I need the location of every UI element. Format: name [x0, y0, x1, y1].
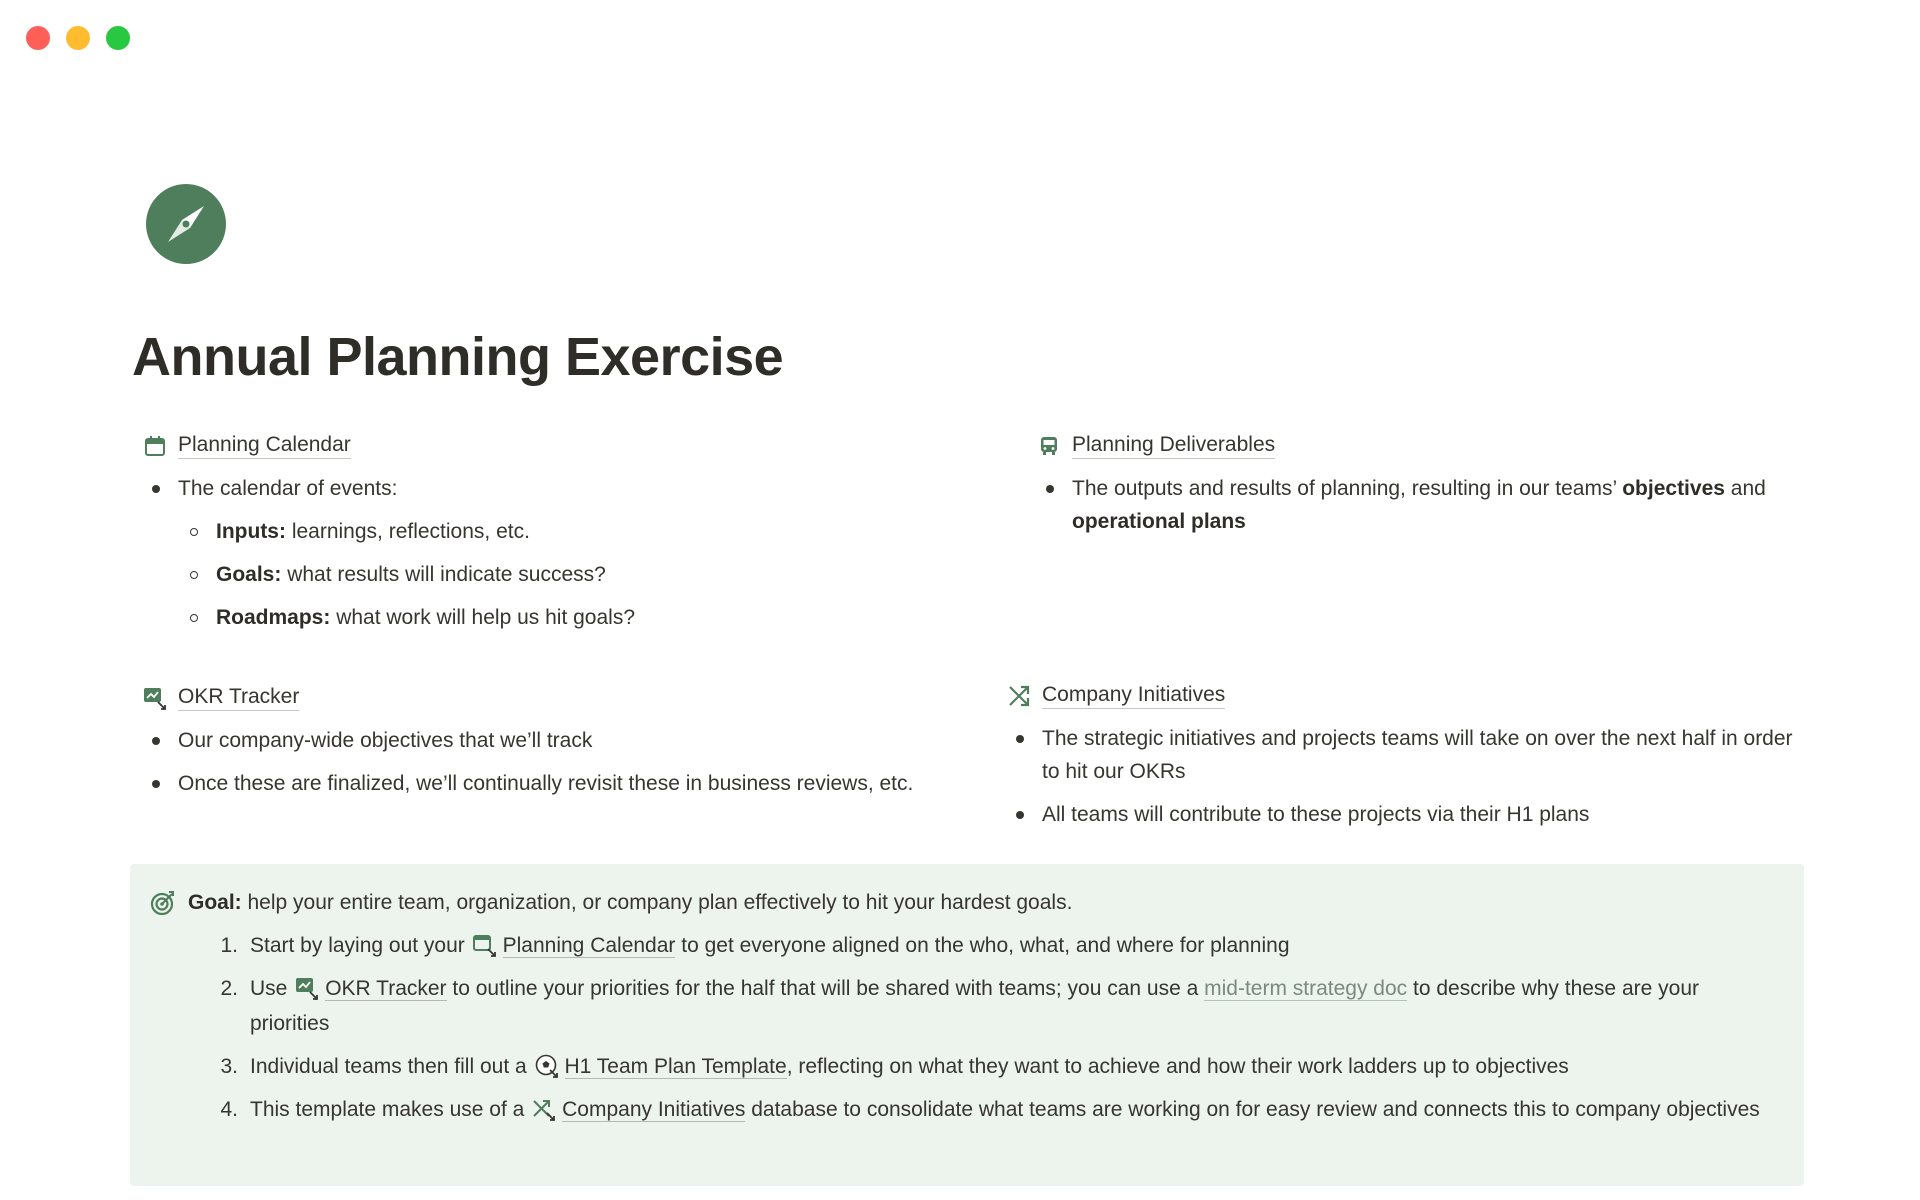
compass-icon[interactable]: [146, 184, 226, 264]
chart-trend-icon: [142, 685, 168, 711]
page-title: Annual Planning Exercise: [132, 327, 784, 387]
calendar-icon: [142, 433, 168, 459]
step-item: 1. Start by laying out your Planning Calendar to get everyone aligned on the who, what, and where for planning: [220, 934, 1290, 957]
callout-heading: [150, 886, 1784, 920]
step-item: 3. Individual teams then fill out a H1 Team Plan Template, reflecting on what they want to achieve and how their work ladders up to objectives: [220, 1055, 1569, 1078]
okr-tracker-inline-link[interactable]: OKR Tracker: [325, 977, 447, 1000]
soccer-ball-icon: [535, 1054, 561, 1080]
h1-team-plan-template-link[interactable]: H1 Team Plan Template: [564, 1055, 787, 1078]
maximize-window-button[interactable]: [106, 26, 130, 50]
strategy-doc-link[interactable]: mid-term strategy doc: [1204, 977, 1408, 1000]
okr-tracker-link-row[interactable]: [142, 682, 922, 714]
list-item: All teams will contribute to these projects via their H1 plans: [1006, 798, 1796, 831]
step-item: 4. This template makes use of a Company Initiatives database to consolidate what teams are working on for easy review and connects this to company objectives: [220, 1098, 1760, 1121]
planning-calendar-inline-link[interactable]: Planning Calendar: [502, 934, 676, 957]
okr-tracker-section: [142, 682, 922, 810]
planning-deliverables-link-row[interactable]: [1036, 430, 1806, 462]
chart-trend-icon: [295, 976, 321, 1002]
sub-list-item: Goals: what results will indicate success?: [178, 558, 942, 591]
list-item: Our company-wide objectives that we’ll track: [142, 724, 922, 757]
list-item: The outputs and results of planning, resulting in our teams’ objectives and operational plans: [1036, 472, 1806, 538]
step-item: 2. Use OKR Tracker to outline your priorities for the half that will be shared with teams; you can use a mid-term strategy doc to describe why these are your priorities: [220, 977, 1699, 1035]
crossed-arrows-icon: [532, 1097, 558, 1123]
window-controls: [26, 26, 130, 50]
goal-callout: [130, 864, 1804, 1186]
close-window-button[interactable]: [26, 26, 50, 50]
crossed-arrows-icon: [1006, 683, 1032, 709]
company-initiatives-link-row[interactable]: [1006, 680, 1796, 712]
bus-icon: [1036, 433, 1062, 459]
minimize-window-button[interactable]: [66, 26, 90, 50]
calendar-icon: [473, 933, 499, 959]
okr-tracker-list: [142, 724, 922, 800]
planning-calendar-link-row[interactable]: [142, 430, 942, 462]
company-initiatives-section: [1006, 680, 1796, 841]
planning-calendar-list: [142, 472, 942, 634]
planning-calendar-link[interactable]: Planning Calendar: [178, 433, 351, 459]
steps-list: [150, 928, 1784, 1127]
company-initiatives-inline-link[interactable]: Company Initiatives: [562, 1098, 746, 1121]
sub-list-item: Roadmaps: what work will help us hit goals?: [178, 601, 942, 634]
list-item: The strategic initiatives and projects teams will take on over the next half in order to hit our OKRs: [1006, 722, 1796, 788]
planning-calendar-sublist: [178, 515, 942, 634]
okr-tracker-link[interactable]: OKR Tracker: [178, 685, 299, 711]
planning-calendar-section: [142, 430, 942, 644]
planning-deliverables-section: [1036, 430, 1806, 548]
planning-deliverables-link[interactable]: Planning Deliverables: [1072, 433, 1275, 459]
company-initiatives-list: [1006, 722, 1796, 831]
planning-deliverables-list: [1036, 472, 1806, 538]
list-item: Once these are finalized, we’ll continually revisit these in business reviews, etc.: [142, 767, 922, 800]
list-item: [142, 472, 942, 634]
target-icon: [150, 890, 176, 916]
list-item-text: The calendar of events:: [178, 477, 398, 500]
sub-list-item: Inputs: learnings, reflections, etc.: [178, 515, 942, 548]
company-initiatives-link[interactable]: Company Initiatives: [1042, 683, 1225, 709]
goal-text: Goal: help your entire team, organization, or company plan effectively to hit your hardest goals.: [188, 891, 1073, 914]
